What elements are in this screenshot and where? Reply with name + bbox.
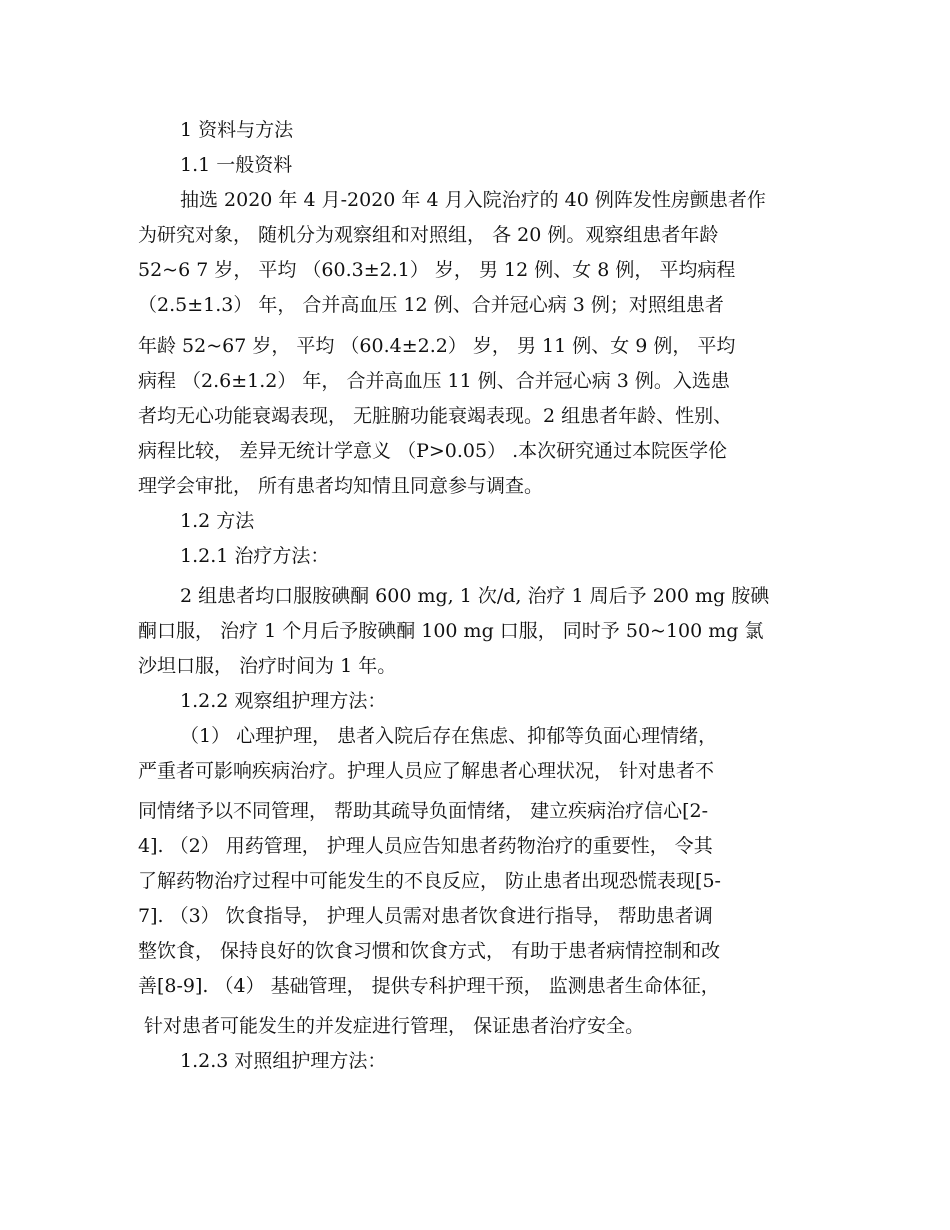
paragraph-line: 严重者可影响疾病治疗。护理人员应了解患者心理状况， 针对患者不 <box>138 760 715 782</box>
paragraph-line: 4]. （2） 用药管理， 护理人员应告知患者药物治疗的重要性， 令其 <box>138 835 713 857</box>
paragraph-line: 7]. （3） 饮食指导， 护理人员需对患者饮食进行指导， 帮助患者调 <box>138 905 713 927</box>
paragraph-line: 者均无心功能衰竭表现， 无脏腑功能衰竭表现。2 组患者年龄、性别、 <box>138 405 733 427</box>
paragraph-line: 理学会审批， 所有患者均知情且同意参与调查。 <box>138 475 544 497</box>
paragraph-line: 沙坦口服， 治疗时间为 1 年。 <box>138 655 397 677</box>
paragraph-line: 同情绪予以不同管理， 帮助其疏导负面情绪， 建立疾病治疗信心[2- <box>138 800 709 822</box>
paragraph-line: 病程 （2.6±1.2） 年， 合并高血压 11 例、合并冠心病 3 例。入选患 <box>138 370 730 392</box>
paragraph-line: 抽选 2020 年 4 月-2020 年 4 月入院治疗的 40 例阵发性房颤患者作 <box>180 189 766 211</box>
subsection-heading-1-2-2: 1.2.2 观察组护理方法： <box>180 690 387 712</box>
paragraph-line: 针对患者可能发生的并发症进行管理， 保证患者治疗安全。 <box>138 1015 645 1037</box>
subsection-heading-1-2: 1.2 方法 <box>180 510 255 532</box>
subsection-heading-1-2-3: 1.2.3 对照组护理方法： <box>180 1050 387 1072</box>
paragraph-line: （1） 心理护理， 患者入院后存在焦虑、抑郁等负面心理情绪， <box>180 725 718 747</box>
section-heading-1: 1 资料与方法 <box>180 119 294 141</box>
subsection-heading-1-2-1: 1.2.1 治疗方法： <box>180 545 330 567</box>
paragraph-line: 病程比较， 差异无统计学意义 （P>0.05） .本次研究通过本院医学伦 <box>138 440 728 462</box>
paragraph-line: 年龄 52~67 岁， 平均 （60.4±2.2） 岁， 男 11 例、女 9 例， 平均 <box>138 335 736 357</box>
paragraph-line: 了解药物治疗过程中可能发生的不良反应， 防止患者出现恐慌表现[5- <box>138 870 721 892</box>
subsection-heading-1-1: 1.1 一般资料 <box>180 154 293 176</box>
paragraph-line: 整饮食， 保持良好的饮食习惯和饮食方式， 有助于患者病情控制和改 <box>138 940 721 962</box>
paragraph-line: 2 组患者均口服胺碘酮 600 mg, 1 次/d, 治疗 1 周后予 200 mg 胺碘 <box>180 585 770 607</box>
paragraph-line: （2.5±1.3） 年， 合并高血压 12 例、合并冠心病 3 例；对照组患者 <box>138 294 724 316</box>
paragraph-line: 为研究对象， 随机分为观察组和对照组， 各 20 例。观察组患者年龄 <box>138 224 719 246</box>
paragraph-line: 酮口服， 治疗 1 个月后予胺碘酮 100 mg 口服， 同时予 50~100 mg 氯 <box>138 620 764 642</box>
paragraph-line: 52~6 7 岁， 平均 （60.3±2.1） 岁， 男 12 例、女 8 例， 平均病程 <box>138 259 736 281</box>
paragraph-line: 善[8-9]. （4） 基础管理， 提供专科护理干预， 监测患者生命体征， <box>138 975 720 997</box>
